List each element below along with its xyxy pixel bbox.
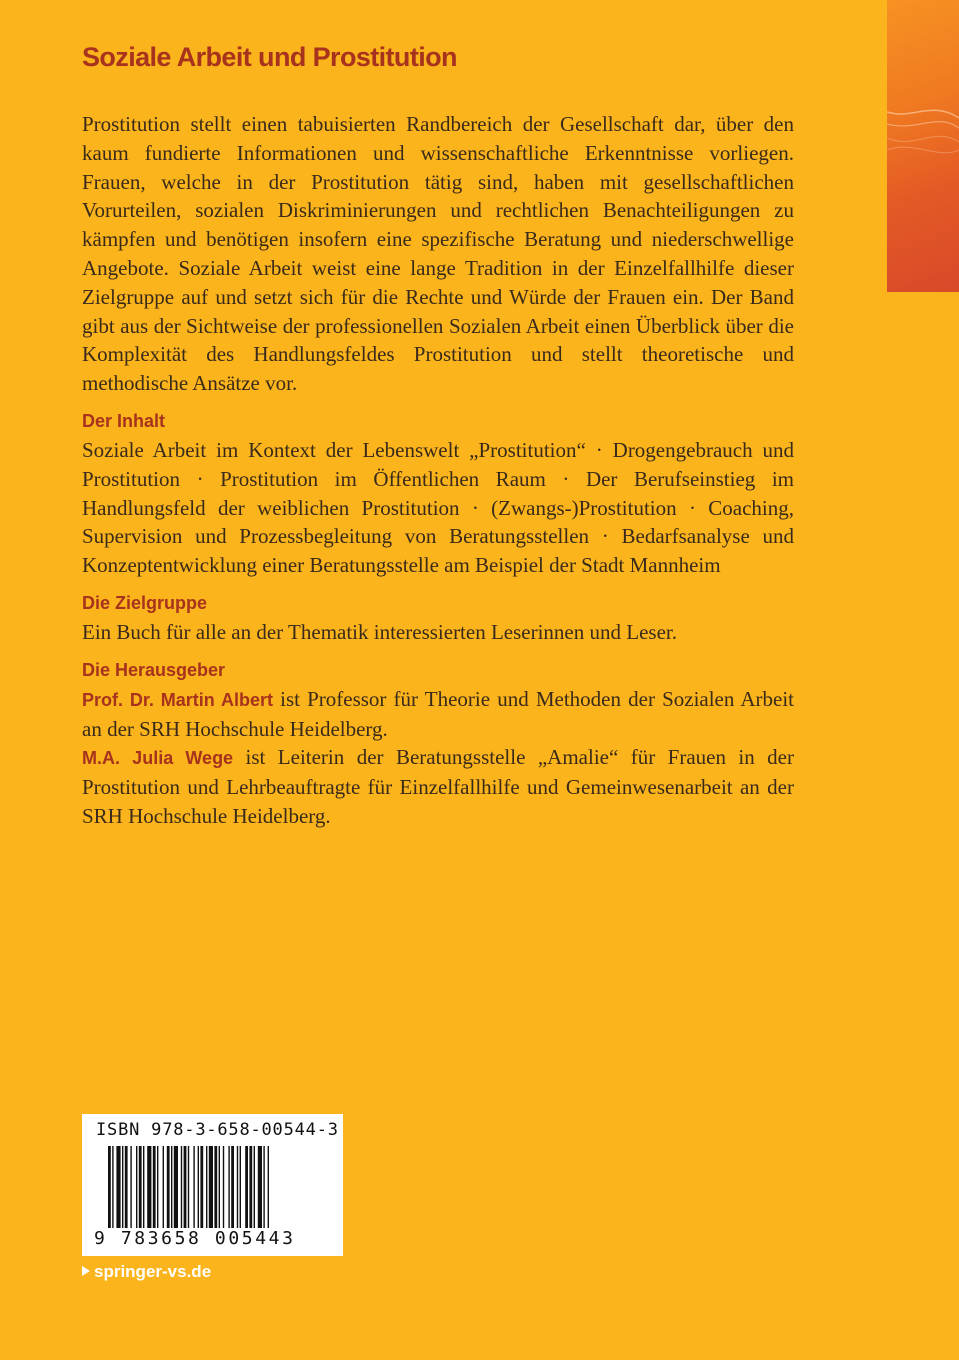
- intro-paragraph: Prostitution stellt einen tabuisierten Randbereich der Gesellschaft dar, über den kaum fundierte Informationen und wissenschaftliche Erkenntnisse vorliegen. Frauen, welche in der Prostitution tätig sind, haben mit gesellschaftlichen Vorurteilen, sozialen Diskriminierungen und rechtlichen Benachteiligungen zu kämpfen und benötigen insofern eine spezifische Beratung und niederschwellige Angebote. Soziale Arbeit weist eine lange Tradition in der Einzelfallhilfe dieser Zielgruppe auf und setzt sich für die Rechte und Würde der Frauen ein. Der Band gibt aus der Sichtweise der professionellen Sozialen Arbeit einen Überblick über die Komplexität des Handlungsfeldes Prostitution und stellt theoretische und methodische Ansätze vor.: [82, 112, 794, 396]
- editor-name: Prof. Dr. Martin Albert: [82, 689, 273, 710]
- arrow-right-icon: [82, 1266, 90, 1276]
- wave-lines-graphic: [887, 0, 959, 292]
- section-heading-herausgeber: Die Herausgeber: [82, 659, 226, 680]
- back-cover-text: [82, 38, 794, 831]
- zielgruppe-text: Ein Buch für alle an der Thematik interessierten Leserinnen und Leser.: [82, 619, 677, 644]
- cover-corner-decoration: [887, 0, 959, 292]
- inhalt-text: Soziale Arbeit im Kontext der Lebenswelt „Prostitution“ · Drogengebrauch und Prostitution · Prostitution im Öffentlichen Raum · Der Berufseinstieg im Handlungsfeld der weiblichen Prostitution · (Zwangs-)Prostitution · Coaching, Supervision und Prozessbegleitung von Beratungsstellen · Bedarfsanalyse und Konzeptentwicklung einer Beratungsstelle am Beispiel der Stadt Mannheim: [82, 437, 794, 578]
- section-heading-inhalt: Der Inhalt: [82, 410, 166, 431]
- website-link-text: springer-vs.de: [94, 1262, 212, 1281]
- editor-bio-text: ist Professor für Theorie und Methoden der Sozialen Arbeit an der SRH Hochschule Heidelberg.: [82, 686, 794, 741]
- editor-bio: [82, 743, 794, 830]
- isbn-barcode-box: [82, 1114, 343, 1256]
- section-heading-zielgruppe: Die Zielgruppe: [82, 592, 208, 613]
- editor-name: M.A. Julia Wege: [82, 748, 234, 769]
- editor-bio: [82, 685, 794, 744]
- editor-bio-text: ist Leiterin der Beratungsstelle „Amalie“ für Frauen in der Prostitution und Lehrbeauftragte für Einzelfallhilfe und Gemeinwesenarbeit an der SRH Hochschule Heidelberg.: [82, 745, 794, 828]
- book-title: Soziale Arbeit und Prostitution: [82, 42, 457, 72]
- publisher-website[interactable]: [82, 1262, 211, 1282]
- isbn-label: ISBN 978-3-658-00544-3: [96, 1120, 339, 1140]
- barcode-digits: 9 783658 005443: [94, 1228, 296, 1249]
